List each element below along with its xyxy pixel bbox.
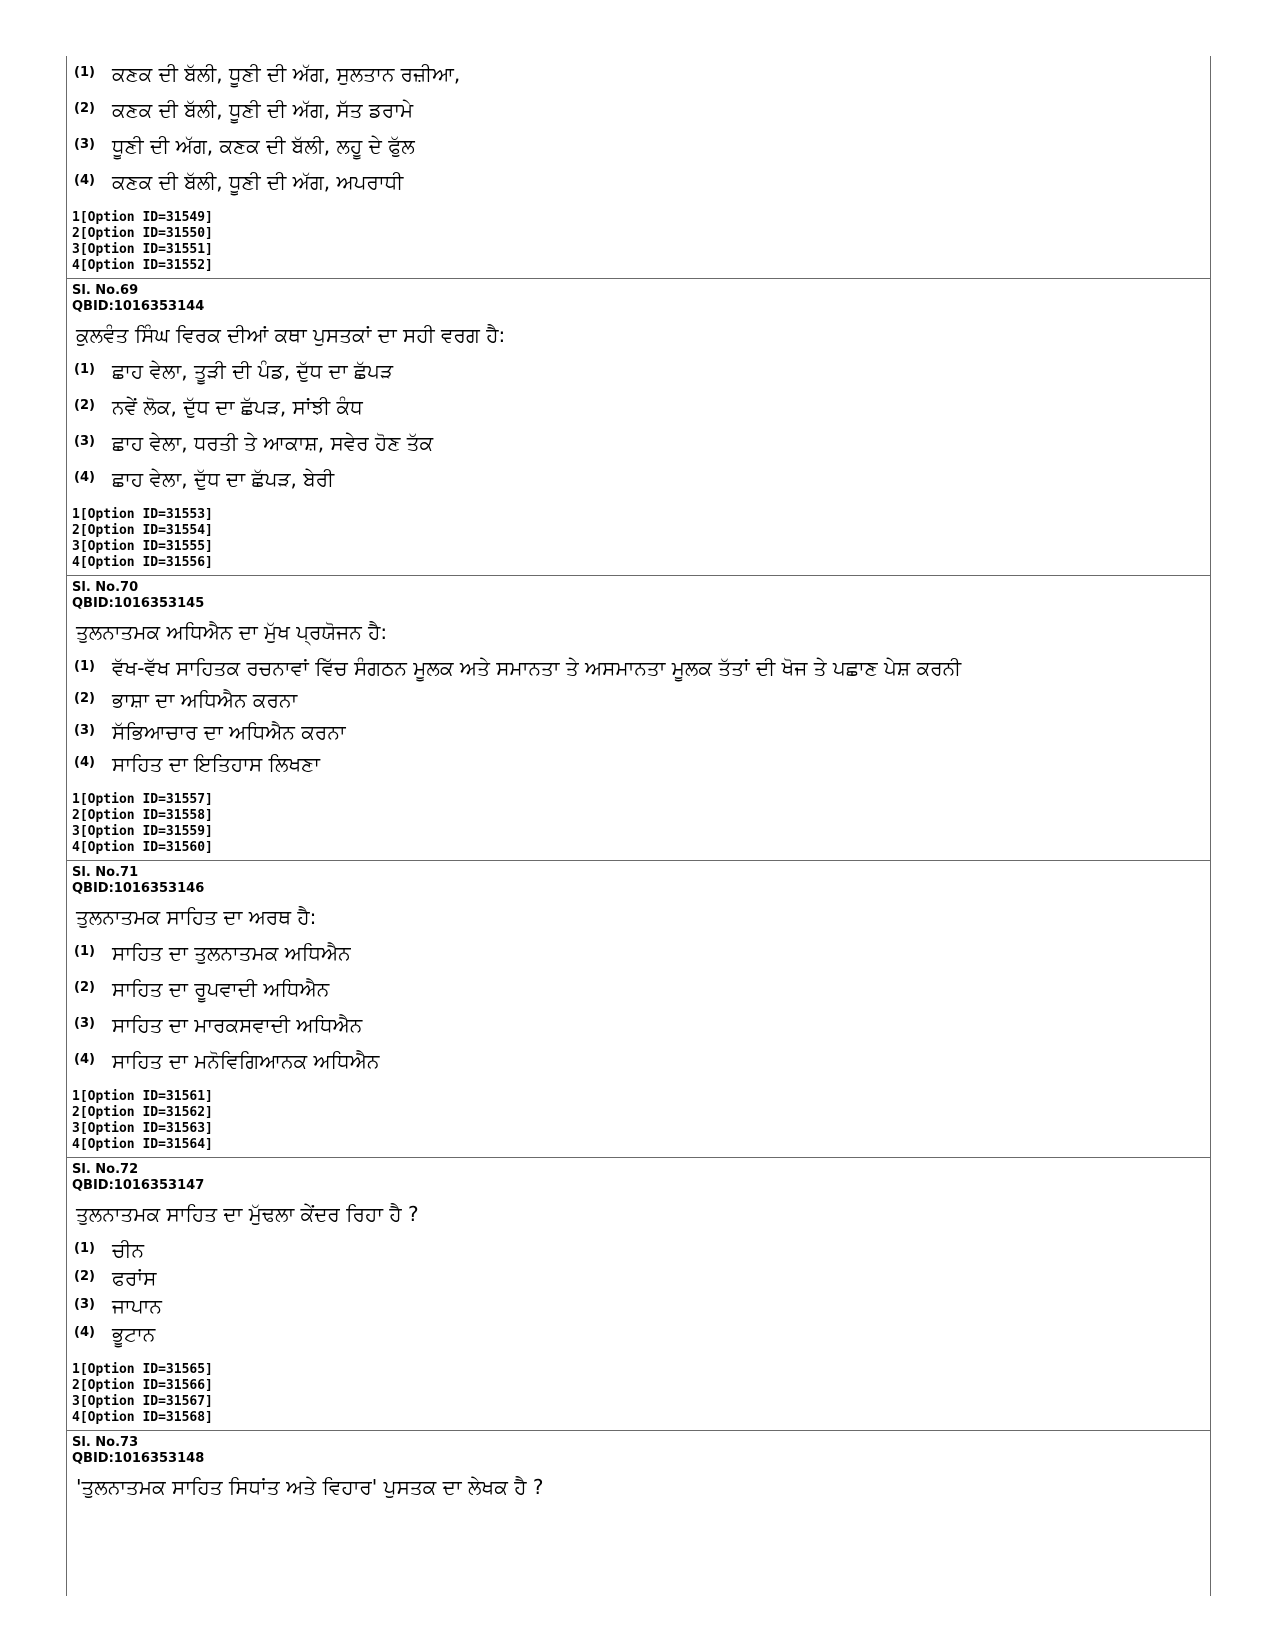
option-id: 3[Option ID=31559] bbox=[72, 824, 213, 839]
qbid: QBID:1016353144 bbox=[72, 299, 205, 314]
option-3 bbox=[74, 1011, 1210, 1039]
serial-number: Sl. No.69 bbox=[72, 283, 139, 298]
option-id: 2[Option ID=31550] bbox=[72, 226, 213, 241]
option-number: (3) bbox=[74, 1297, 95, 1312]
option-text: ਵੱਖ-ਵੱਖ ਸਾਹਿਤਕ ਰਚਨਾਵਾਂ ਵਿੱਚ ਸੰਗਠਨ ਮੂਲਕ ਅਤੇ ਸਮਾਨਤਾ ਤੇ ਅਸਮਾਨਤਾ ਮੂਲਕ ਤੱਤਾਂ ਦੀ ਖੋਜ ਤੇ ਪਛਾਣ ਪੇਸ਼ ਕਰਨੀ bbox=[112, 656, 962, 680]
option-text: ਭਾਸ਼ਾ ਦਾ ਅਧਿਐਨ ਕਰਨਾ bbox=[112, 688, 298, 712]
question-text: ਤੁਲਨਾਤਮਕ ਸਾਹਿਤ ਦਾ ਅਰਥ ਹੈ: bbox=[76, 905, 317, 929]
option-text: ਧੂਣੀ ਦੀ ਅੱਗ, ਕਣਕ ਦੀ ਬੱਲੀ, ਲਹੂ ਦੇ ਫੁੱਲ bbox=[112, 134, 415, 158]
option-text: ਫਰਾਂਸ bbox=[112, 1266, 157, 1290]
serial-number: Sl. No.71 bbox=[72, 865, 139, 880]
question-text: 'ਤੁਲਨਾਤਮਕ ਸਾਹਿਤ ਸਿਧਾਂਤ ਅਤੇ ਵਿਹਾਰ' ਪੁਸਤਕ ਦਾ ਲੇਖਕ ਹੈ ? bbox=[76, 1475, 544, 1499]
option-id-list bbox=[72, 1089, 1210, 1153]
option-4 bbox=[74, 750, 1210, 778]
option-id: 1[Option ID=31565] bbox=[72, 1362, 213, 1377]
option-3 bbox=[74, 718, 1210, 746]
option-id: 1[Option ID=31557] bbox=[72, 792, 213, 807]
option-1 bbox=[74, 357, 1210, 385]
option-id-list bbox=[72, 792, 1210, 856]
qbid: QBID:1016353147 bbox=[72, 1178, 205, 1193]
question-68-block bbox=[67, 56, 1210, 279]
option-text: ਨਵੇਂ ਲੋਕ, ਦੁੱਧ ਦਾ ਛੱਪੜ, ਸਾਂਝੀ ਕੰਧ bbox=[112, 395, 363, 419]
option-text: ਜਾਪਾਨ bbox=[112, 1294, 162, 1318]
option-4 bbox=[74, 168, 1210, 196]
option-number: (2) bbox=[74, 1269, 95, 1284]
option-4 bbox=[74, 1320, 1210, 1348]
option-number: (1) bbox=[74, 659, 95, 674]
option-number: (3) bbox=[74, 434, 95, 449]
serial-number: Sl. No.72 bbox=[72, 1162, 139, 1177]
option-id: 2[Option ID=31566] bbox=[72, 1378, 213, 1393]
qbid: QBID:1016353146 bbox=[72, 881, 205, 896]
option-text: ਸੱਭਿਆਚਾਰ ਦਾ ਅਧਿਐਨ ਕਰਨਾ bbox=[112, 720, 346, 744]
option-id: 3[Option ID=31567] bbox=[72, 1394, 213, 1409]
option-number: (4) bbox=[74, 173, 95, 188]
option-3 bbox=[74, 429, 1210, 457]
question-text: ਤੁਲਨਾਤਮਕ ਸਾਹਿਤ ਦਾ ਮੁੱਢਲਾ ਕੇਂਦਰ ਰਿਹਾ ਹੈ ? bbox=[76, 1202, 419, 1226]
question-72-block bbox=[67, 1158, 1210, 1431]
question-69-block bbox=[67, 279, 1210, 576]
question-paper-frame bbox=[66, 56, 1211, 1596]
option-1 bbox=[74, 1236, 1210, 1264]
option-number: (4) bbox=[74, 470, 95, 485]
option-text: ਸਾਹਿਤ ਦਾ ਮਨੋਵਿਗਿਆਨਕ ਅਧਿਐਨ bbox=[112, 1049, 380, 1073]
option-1 bbox=[74, 939, 1210, 967]
question-text: ਤੁਲਨਾਤਮਕ ਅਧਿਐਨ ਦਾ ਮੁੱਖ ਪ੍ਰਯੋਜਨ ਹੈ: bbox=[76, 620, 388, 644]
qbid: QBID:1016353148 bbox=[72, 1451, 205, 1466]
option-number: (1) bbox=[74, 362, 95, 377]
option-number: (3) bbox=[74, 723, 95, 738]
option-id: 2[Option ID=31558] bbox=[72, 808, 213, 823]
question-text: ਕੁਲਵੰਤ ਸਿੰਘ ਵਿਰਕ ਦੀਆਂ ਕਥਾ ਪੁਸਤਕਾਂ ਦਾ ਸਹੀ ਵਰਗ ਹੈ: bbox=[76, 323, 506, 347]
option-2 bbox=[74, 1264, 1210, 1292]
option-id: 4[Option ID=31556] bbox=[72, 555, 213, 570]
serial-number: Sl. No.73 bbox=[72, 1435, 139, 1450]
option-number: (2) bbox=[74, 691, 95, 706]
option-text: ਕਣਕ ਦੀ ਬੱਲੀ, ਧੂਣੀ ਦੀ ਅੱਗ, ਅਪਰਾਧੀ bbox=[112, 170, 404, 194]
option-number: (1) bbox=[74, 944, 95, 959]
option-text: ਸਾਹਿਤ ਦਾ ਤੁਲਨਾਤਮਕ ਅਧਿਐਨ bbox=[112, 941, 351, 965]
option-text: ਚੀਨ bbox=[112, 1238, 144, 1262]
option-id-list bbox=[72, 210, 1210, 274]
option-number: (4) bbox=[74, 1052, 95, 1067]
option-3 bbox=[74, 132, 1210, 160]
serial-number: Sl. No.70 bbox=[72, 580, 139, 595]
option-id: 2[Option ID=31554] bbox=[72, 523, 213, 538]
option-id: 3[Option ID=31555] bbox=[72, 539, 213, 554]
question-73-block bbox=[67, 1431, 1210, 1513]
option-id-list bbox=[72, 1362, 1210, 1426]
option-number: (2) bbox=[74, 101, 95, 116]
question-71-block bbox=[67, 861, 1210, 1158]
option-number: (2) bbox=[74, 980, 95, 995]
option-number: (4) bbox=[74, 1325, 95, 1340]
option-2 bbox=[74, 686, 1210, 714]
option-number: (2) bbox=[74, 398, 95, 413]
option-3 bbox=[74, 1292, 1210, 1320]
option-text: ਛਾਹ ਵੇਲਾ, ਧਰਤੀ ਤੇ ਆਕਾਸ਼, ਸਵੇਰ ਹੋਣ ਤੱਕ bbox=[112, 431, 434, 455]
option-2 bbox=[74, 393, 1210, 421]
option-number: (4) bbox=[74, 755, 95, 770]
option-id: 1[Option ID=31553] bbox=[72, 507, 213, 522]
option-id: 3[Option ID=31563] bbox=[72, 1121, 213, 1136]
option-id: 3[Option ID=31551] bbox=[72, 242, 213, 257]
option-1 bbox=[74, 654, 1210, 682]
option-id: 1[Option ID=31549] bbox=[72, 210, 213, 225]
option-2 bbox=[74, 96, 1210, 124]
option-id-list bbox=[72, 507, 1210, 571]
option-number: (1) bbox=[74, 1241, 95, 1256]
option-id: 4[Option ID=31560] bbox=[72, 840, 213, 855]
option-text: ਭੂਟਾਨ bbox=[112, 1322, 156, 1346]
option-id: 2[Option ID=31562] bbox=[72, 1105, 213, 1120]
option-1 bbox=[74, 60, 1210, 88]
option-id: 4[Option ID=31564] bbox=[72, 1137, 213, 1152]
option-text: ਕਣਕ ਦੀ ਬੱਲੀ, ਧੂਣੀ ਦੀ ਅੱਗ, ਸੁਲਤਾਨ ਰਜ਼ੀਆ, bbox=[112, 62, 461, 86]
option-id: 4[Option ID=31568] bbox=[72, 1410, 213, 1425]
option-number: (1) bbox=[74, 65, 95, 80]
option-text: ਛਾਹ ਵੇਲਾ, ਦੁੱਧ ਦਾ ਛੱਪੜ, ਬੇਰੀ bbox=[112, 467, 335, 491]
option-id: 4[Option ID=31552] bbox=[72, 258, 213, 273]
option-id: 1[Option ID=31561] bbox=[72, 1089, 213, 1104]
option-text: ਸਾਹਿਤ ਦਾ ਮਾਰਕਸਵਾਦੀ ਅਧਿਐਨ bbox=[112, 1013, 363, 1037]
option-text: ਕਣਕ ਦੀ ਬੱਲੀ, ਧੂਣੀ ਦੀ ਅੱਗ, ਸੱਤ ਡਰਾਮੇ bbox=[112, 98, 414, 122]
option-2 bbox=[74, 975, 1210, 1003]
option-4 bbox=[74, 465, 1210, 493]
question-70-block bbox=[67, 576, 1210, 861]
option-number: (3) bbox=[74, 137, 95, 152]
option-text: ਸਾਹਿਤ ਦਾ ਇਤਿਹਾਸ ਲਿਖਣਾ bbox=[112, 752, 320, 776]
option-text: ਛਾਹ ਵੇਲਾ, ਤੂੜੀ ਦੀ ਪੰਡ, ਦੁੱਧ ਦਾ ਛੱਪੜ bbox=[112, 359, 394, 383]
qbid: QBID:1016353145 bbox=[72, 596, 205, 611]
option-text: ਸਾਹਿਤ ਦਾ ਰੂਪਵਾਦੀ ਅਧਿਐਨ bbox=[112, 977, 330, 1001]
option-number: (3) bbox=[74, 1016, 95, 1031]
option-4 bbox=[74, 1047, 1210, 1075]
